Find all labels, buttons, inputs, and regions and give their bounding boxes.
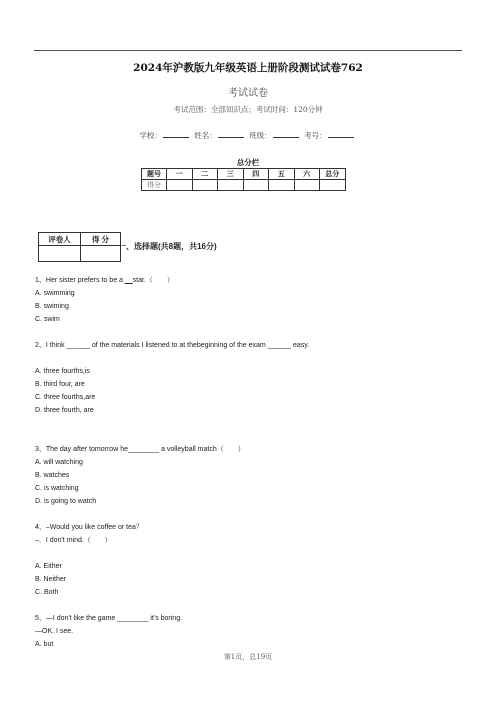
score-table: [141, 168, 346, 191]
answer-option[interactable]: C. three fourths,are: [35, 394, 96, 401]
class-label: 班级：: [249, 131, 272, 140]
score-row-label: 得分: [142, 180, 167, 191]
page-footer: 第1页，总19页: [223, 653, 273, 661]
grader-header-cell: 评卷人: [39, 233, 81, 246]
exam-number-label: 考号：: [304, 131, 327, 140]
grader-blank-row: [39, 246, 121, 262]
exam-scope: 考试范围：全部知识点；考试时间：120分钟: [173, 105, 323, 114]
score-header-cell: 六: [294, 169, 320, 180]
answer-option[interactable]: B. third four, are: [35, 381, 85, 388]
question-stem-reply: –．I don't mind.（ ）: [35, 537, 112, 544]
answer-option[interactable]: A. but: [35, 641, 54, 648]
answer-blank: __: [124, 277, 133, 284]
question-stem: 2、I think ______ of the materials I listened to at thebeginning of the exam ______ easy.: [35, 342, 310, 349]
school-blank: [163, 130, 189, 138]
answer-option[interactable]: C. swim: [35, 316, 60, 323]
question-stem-reply: —OK. I see.: [35, 628, 74, 635]
score-cell[interactable]: [218, 180, 244, 191]
name-label: 姓名：: [194, 131, 217, 140]
score-header-cell: 题号: [142, 169, 167, 180]
exam-subtitle: 考试试卷: [228, 88, 268, 99]
score-header-cell: 三: [218, 169, 244, 180]
score-cell[interactable]: [320, 180, 346, 191]
score-header-cell: 一: [167, 169, 193, 180]
score-table-score-row: [142, 180, 346, 191]
name-blank: [218, 130, 244, 138]
grader-cell[interactable]: [81, 246, 121, 262]
answer-option[interactable]: A. three fourths,is: [35, 368, 90, 375]
class-blank: [273, 130, 299, 138]
score-header-cell: 四: [243, 169, 269, 180]
student-info-line: [0, 130, 496, 141]
exam-title: 2024年沪教版九年级英语上册阶段测试试卷762: [133, 62, 363, 74]
answer-option[interactable]: A. will watching: [35, 459, 83, 466]
section-title: 一、选择题(共8题，共16分): [118, 242, 217, 251]
score-cell[interactable]: [243, 180, 269, 191]
answer-option[interactable]: C. is watching: [35, 485, 79, 492]
exam-number-blank: [328, 130, 354, 138]
school-label: 学校：: [139, 131, 162, 140]
answer-option[interactable]: A. Either: [35, 563, 62, 570]
question-stem: 5、—I don't like the game ________ it's boring.: [35, 615, 183, 622]
answer-option[interactable]: C. Both: [35, 589, 59, 596]
grader-cell[interactable]: [39, 246, 81, 262]
score-header-cell: 二: [192, 169, 218, 180]
answer-option[interactable]: B. Neither: [35, 576, 67, 583]
score-table-header-row: [142, 169, 346, 180]
header-rule: [34, 50, 462, 51]
score-cell[interactable]: [167, 180, 193, 191]
score-table-caption: 总分栏: [236, 158, 260, 167]
question-stem: 3、The day after tomorrow he________ a volleyball match（ ）: [35, 446, 245, 453]
answer-option[interactable]: B. swiming: [35, 303, 69, 310]
answer-option[interactable]: D. is going to watch: [35, 498, 97, 505]
question-text: 1、Her sister prefers to be a: [35, 277, 125, 284]
answer-option[interactable]: B. watches: [35, 472, 70, 479]
answer-option[interactable]: D. three fourth, are: [35, 407, 94, 414]
question-stem: [35, 276, 174, 285]
grader-table: [38, 232, 121, 262]
question-stem: 4、–Would you like coffee or tea？: [35, 524, 143, 531]
grader-header-row: [39, 233, 121, 246]
score-cell[interactable]: [269, 180, 295, 191]
score-header-cell: 五: [269, 169, 295, 180]
grader-header-cell: 得 分: [81, 233, 121, 246]
score-header-cell: 总分: [320, 169, 346, 180]
score-cell[interactable]: [192, 180, 218, 191]
answer-option[interactable]: A. swimming: [35, 290, 75, 297]
question-text: star.（ ）: [132, 277, 174, 284]
score-cell[interactable]: [294, 180, 320, 191]
